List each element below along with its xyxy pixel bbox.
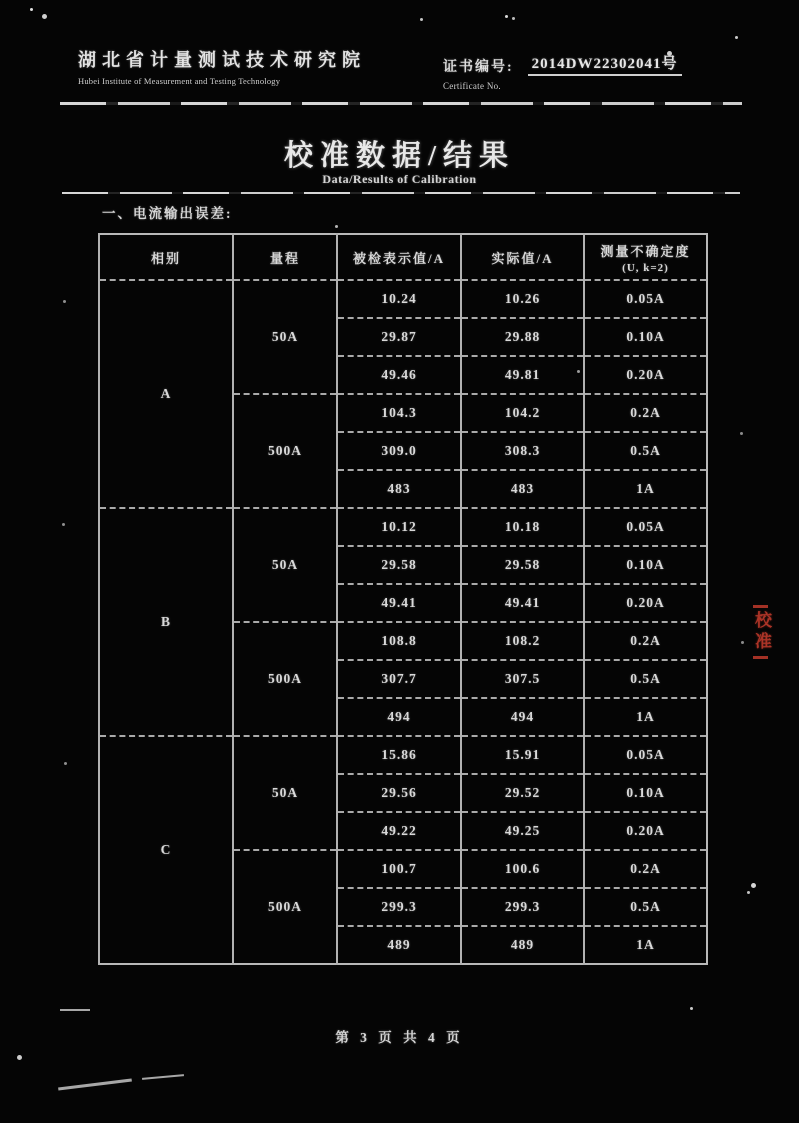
actual-value-cell: 10.18 [461,508,584,546]
seal-bottom-bar [753,656,768,659]
indicated-value-cell: 29.58 [337,546,461,584]
actual-value-cell: 10.26 [461,280,584,318]
col-header-actual-value: 实际值/A [461,234,584,280]
indicated-value-cell: 307.7 [337,660,461,698]
scan-streak [142,1074,184,1080]
table-row [99,736,707,774]
page-title-en: Data/Results of Calibration [322,172,477,186]
certificate-number-value: 2014DW22302041号 [528,52,682,76]
indicated-value-cell: 49.41 [337,584,461,622]
actual-value-cell: 29.58 [461,546,584,584]
phase-cell: A [99,280,233,508]
indicated-value-cell: 10.24 [337,280,461,318]
certificate-number-block [443,52,682,91]
uncertainty-cell: 1A [584,470,707,508]
actual-value-cell: 489 [461,926,584,964]
col-header-indicated-value: 被检表示值/A [337,234,461,280]
indicated-value-cell: 100.7 [337,850,461,888]
actual-value-cell: 108.2 [461,622,584,660]
page-title-cn: 校准数据/结果 [283,140,516,172]
actual-value-cell: 104.2 [461,394,584,432]
range-cell: 500A [233,394,337,508]
uncertainty-cell: 0.2A [584,394,707,432]
uncertainty-cell: 1A [584,926,707,964]
actual-value-cell: 483 [461,470,584,508]
indicated-value-cell: 29.56 [337,774,461,812]
phase-cell: C [99,736,233,964]
table-row [99,280,707,318]
range-cell: 50A [233,736,337,850]
indicated-value-cell: 299.3 [337,888,461,926]
uncertainty-cell: 0.5A [584,888,707,926]
actual-value-cell: 49.25 [461,812,584,850]
actual-value-cell: 29.88 [461,318,584,356]
actual-value-cell: 299.3 [461,888,584,926]
indicated-value-cell: 49.46 [337,356,461,394]
uncertainty-cell: 0.2A [584,622,707,660]
seal-text: 校准 [752,611,771,653]
phase-cell: B [99,508,233,736]
uncertainty-cell: 0.5A [584,660,707,698]
indicated-value-cell: 489 [337,926,461,964]
indicated-value-cell: 483 [337,470,461,508]
indicated-value-cell: 15.86 [337,736,461,774]
indicated-value-cell: 10.12 [337,508,461,546]
scan-noise-speckles [0,0,3,3]
organization-name-cn: 湖北省计量测试技术研究院 [78,50,366,70]
uncertainty-cell: 1A [584,698,707,736]
actual-value-cell: 308.3 [461,432,584,470]
seal-top-bar [753,605,768,608]
actual-value-cell: 100.6 [461,850,584,888]
range-cell: 500A [233,850,337,964]
uncertainty-cell: 0.10A [584,318,707,356]
col-header-uncertainty-line1: 测量不确定度 [600,243,691,259]
certificate-number-label-cn: 证书编号: [443,60,514,75]
indicated-value-cell: 309.0 [337,432,461,470]
uncertainty-cell: 0.20A [584,356,707,394]
certificate-number-label-en: Certificate No. [443,81,501,91]
indicated-value-cell: 49.22 [337,812,461,850]
col-header-range: 量程 [233,234,337,280]
col-header-uncertainty-line2: (U, k=2) [622,261,669,274]
uncertainty-cell: 0.2A [584,850,707,888]
indicated-value-cell: 108.8 [337,622,461,660]
range-cell: 50A [233,508,337,622]
calibration-results-table [98,233,708,965]
title-divider [62,192,740,194]
range-cell: 500A [233,622,337,736]
actual-value-cell: 29.52 [461,774,584,812]
actual-value-cell: 494 [461,698,584,736]
header-divider [60,102,742,105]
actual-value-cell: 307.5 [461,660,584,698]
organization-name-en: Hubei Institute of Measurement and Testing Technology [78,76,281,86]
col-header-uncertainty [584,234,707,280]
uncertainty-cell: 0.05A [584,736,707,774]
scan-streak [58,1079,132,1091]
red-seal-fragment [753,603,799,661]
scan-streak [60,1009,90,1011]
indicated-value-cell: 29.87 [337,318,461,356]
indicated-value-cell: 494 [337,698,461,736]
actual-value-cell: 49.41 [461,584,584,622]
uncertainty-cell: 0.10A [584,546,707,584]
uncertainty-cell: 0.20A [584,584,707,622]
actual-value-cell: 15.91 [461,736,584,774]
uncertainty-cell: 0.10A [584,774,707,812]
table-header-row [99,234,707,280]
section-heading: 一、电流输出误差: [102,206,233,221]
page-number: 第 3 页 共 4 页 [335,1030,464,1045]
uncertainty-cell: 0.05A [584,280,707,318]
uncertainty-cell: 0.05A [584,508,707,546]
uncertainty-cell: 0.20A [584,812,707,850]
uncertainty-cell: 0.5A [584,432,707,470]
table-row [99,508,707,546]
actual-value-cell: 49.81 [461,356,584,394]
col-header-phase: 相别 [99,234,233,280]
indicated-value-cell: 104.3 [337,394,461,432]
range-cell: 50A [233,280,337,394]
organization-block [78,46,366,86]
